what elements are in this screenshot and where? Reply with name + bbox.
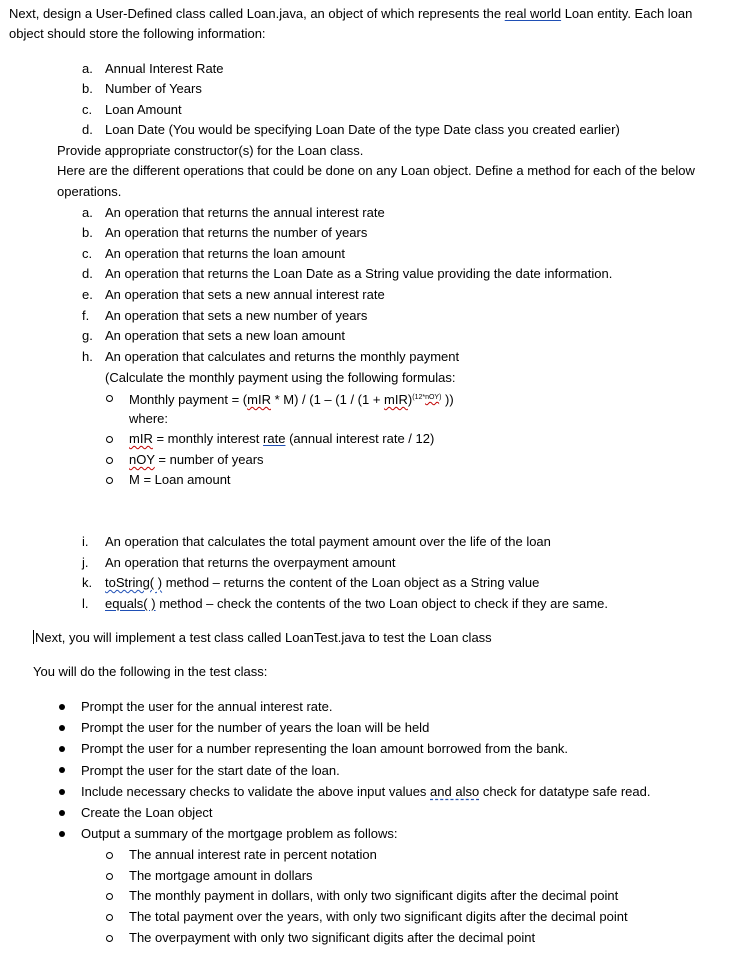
list-marker: b. bbox=[82, 225, 93, 240]
list-item: An operation that sets a new number of years bbox=[105, 308, 368, 323]
test-intro: Next, you will implement a test class called LoanTest.java to test the Loan class bbox=[35, 630, 492, 645]
intro-line-1: Next, design a User-Defined class called Loan.java, an object of which represents the real world Loan entity. Each loan bbox=[9, 6, 693, 21]
list-item: An operation that returns the annual interest rate bbox=[105, 205, 385, 220]
list-marker: k. bbox=[82, 575, 93, 590]
operations-intro-2: operations. bbox=[57, 184, 122, 199]
summary-item: The overpayment with only two significant digits after the decimal point bbox=[129, 930, 536, 945]
test-tasks-intro: You will do the following in the test class: bbox=[33, 664, 268, 679]
list-marker: j. bbox=[82, 555, 89, 570]
list-marker: d. bbox=[82, 122, 93, 137]
hollow-bullet-icon bbox=[106, 893, 113, 900]
list-marker: i. bbox=[82, 534, 89, 549]
list-marker: f. bbox=[82, 308, 90, 323]
list-marker: l. bbox=[82, 596, 89, 611]
bullet-icon bbox=[59, 725, 65, 731]
bullet-icon bbox=[59, 746, 65, 752]
text-cursor bbox=[33, 630, 34, 644]
list-marker: g. bbox=[82, 328, 93, 343]
intro-line-2: object should store the following information: bbox=[9, 26, 266, 41]
list-item: Loan Date (You would be specifying Loan Date of the type Date class you created earlier) bbox=[105, 122, 620, 137]
list-marker: h. bbox=[82, 349, 93, 364]
formula-intro: (Calculate the monthly payment using the following formulas: bbox=[105, 370, 456, 385]
tostring-method: toString( ) bbox=[105, 575, 163, 590]
task-item: Prompt the user for a number representing the loan amount borrowed from the bank. bbox=[81, 741, 569, 756]
list-item: Number of Years bbox=[105, 81, 202, 96]
list-item: An operation that returns the number of years bbox=[105, 225, 368, 240]
hollow-bullet-icon bbox=[106, 457, 113, 464]
task-item: Prompt the user for the annual interest rate. bbox=[81, 699, 333, 714]
formula-where: where: bbox=[129, 411, 169, 426]
summary-item: The monthly payment in dollars, with only two significant digits after the decimal point bbox=[129, 888, 619, 903]
list-marker: c. bbox=[82, 246, 93, 261]
list-item: Annual Interest Rate bbox=[105, 61, 224, 76]
list-item: Loan Amount bbox=[105, 102, 182, 117]
list-item: An operation that returns the loan amount bbox=[105, 246, 345, 261]
m-definition: M = Loan amount bbox=[129, 472, 231, 487]
hollow-bullet-icon bbox=[106, 395, 113, 402]
hollow-bullet-icon bbox=[106, 477, 113, 484]
operations-intro-1: Here are the different operations that could be done on any Loan object. Define a method for each of the below bbox=[57, 163, 695, 178]
list-item: An operation that sets a new loan amount bbox=[105, 328, 345, 343]
bullet-icon bbox=[59, 831, 65, 837]
summary-item: The annual interest rate in percent notation bbox=[129, 847, 377, 862]
list-marker: b. bbox=[82, 81, 93, 96]
bullet-icon bbox=[59, 810, 65, 816]
list-marker: c. bbox=[82, 102, 93, 117]
list-item: An operation that sets a new annual interest rate bbox=[105, 287, 385, 302]
constructor-note: Provide appropriate constructor(s) for the Loan class. bbox=[57, 143, 364, 158]
summary-item: The total payment over the years, with only two significant digits after the decimal point bbox=[129, 909, 628, 924]
task-item: Output a summary of the mortgage problem as follows: bbox=[81, 826, 398, 841]
noy-definition: nOY = number of years bbox=[129, 452, 264, 467]
task-item: Include necessary checks to validate the above input values and also check for datatype safe read. bbox=[81, 784, 651, 799]
real-world-text: real world bbox=[504, 6, 562, 21]
hollow-bullet-icon bbox=[106, 873, 113, 880]
mir-definition: mIR = monthly interest rate (annual interest rate / 12) bbox=[129, 431, 435, 446]
list-item: An operation that returns the Loan Date as a String value providing the date information. bbox=[105, 266, 613, 281]
task-item: Prompt the user for the number of years the loan will be held bbox=[81, 720, 430, 735]
list-marker: e. bbox=[82, 287, 93, 302]
task-item: Prompt the user for the start date of the loan. bbox=[81, 763, 340, 778]
summary-item: The mortgage amount in dollars bbox=[129, 868, 313, 883]
monthly-payment-formula: Monthly payment = (mIR * M) / (1 – (1 / (1 + mIR)$^{(12*nOY)}$ )) bbox=[129, 392, 454, 407]
hollow-bullet-icon bbox=[106, 852, 113, 859]
hollow-bullet-icon bbox=[106, 935, 113, 942]
equals-method: equals( ) bbox=[105, 596, 156, 611]
bullet-icon bbox=[59, 704, 65, 710]
list-item: An operation that calculates the total payment amount over the life of the loan bbox=[105, 534, 551, 549]
hollow-bullet-icon bbox=[106, 914, 113, 921]
list-item: toString( ) method – returns the content of the Loan object as a String value bbox=[105, 575, 540, 590]
bullet-icon bbox=[59, 767, 65, 773]
task-item: Create the Loan object bbox=[81, 805, 213, 820]
list-item: An operation that calculates and returns the monthly payment bbox=[105, 349, 460, 364]
list-item: equals( ) method – check the contents of the two Loan object to check if they are same. bbox=[105, 596, 608, 611]
hollow-bullet-icon bbox=[106, 436, 113, 443]
list-marker: a. bbox=[82, 61, 93, 76]
bullet-icon bbox=[59, 789, 65, 795]
list-marker: d. bbox=[82, 266, 93, 281]
list-marker: a. bbox=[82, 205, 93, 220]
list-item: An operation that returns the overpayment amount bbox=[105, 555, 396, 570]
